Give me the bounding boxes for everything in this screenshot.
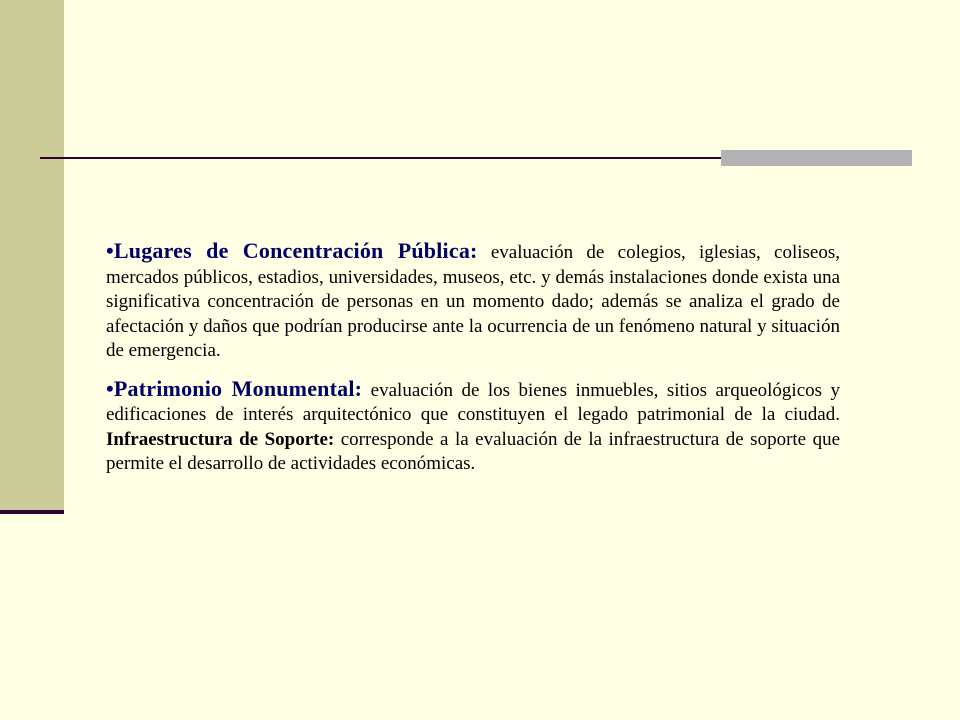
paragraph-sub-text: corresponde a la evaluación de la infraestructura de soporte que permite el desarrollo de actividades económicas.	[106, 428, 841, 474]
paragraph-heading: Lugares de Concentración Pública:	[113, 238, 478, 263]
slide-content	[106, 239, 840, 490]
bullet-marker: •	[106, 375, 114, 401]
paragraph-text: evaluación de los bienes inmuebles, sitios arqueológicos y edificaciones de interés arquitectónico que constituyen el legado patrimonial de la ciudad.	[106, 379, 841, 425]
paragraph-heading: Patrimonio Monumental:	[113, 375, 363, 401]
paragraph-sub-heading: Infraestructura de Soporte:	[106, 428, 335, 450]
left-decorative-band	[0, 0, 64, 512]
paragraph-text: evaluación de colegios, iglesias, coliseos, mercados públicos, estadios, universidades, museos, etc. y demás instalaciones donde exista una significativa concentración de personas en un momento dado; además se analiza el grado de afectación y daños que podrían producirse ante la ocurrencia de un fenómeno natural y situación de emergencia.	[106, 242, 840, 361]
left-band-rule	[0, 510, 64, 514]
bullet-marker: •	[106, 238, 114, 263]
paragraph-lugares-concentracion	[106, 239, 840, 364]
paragraph-patrimonio-monumental	[106, 377, 840, 477]
title-rule-accent	[721, 150, 912, 166]
